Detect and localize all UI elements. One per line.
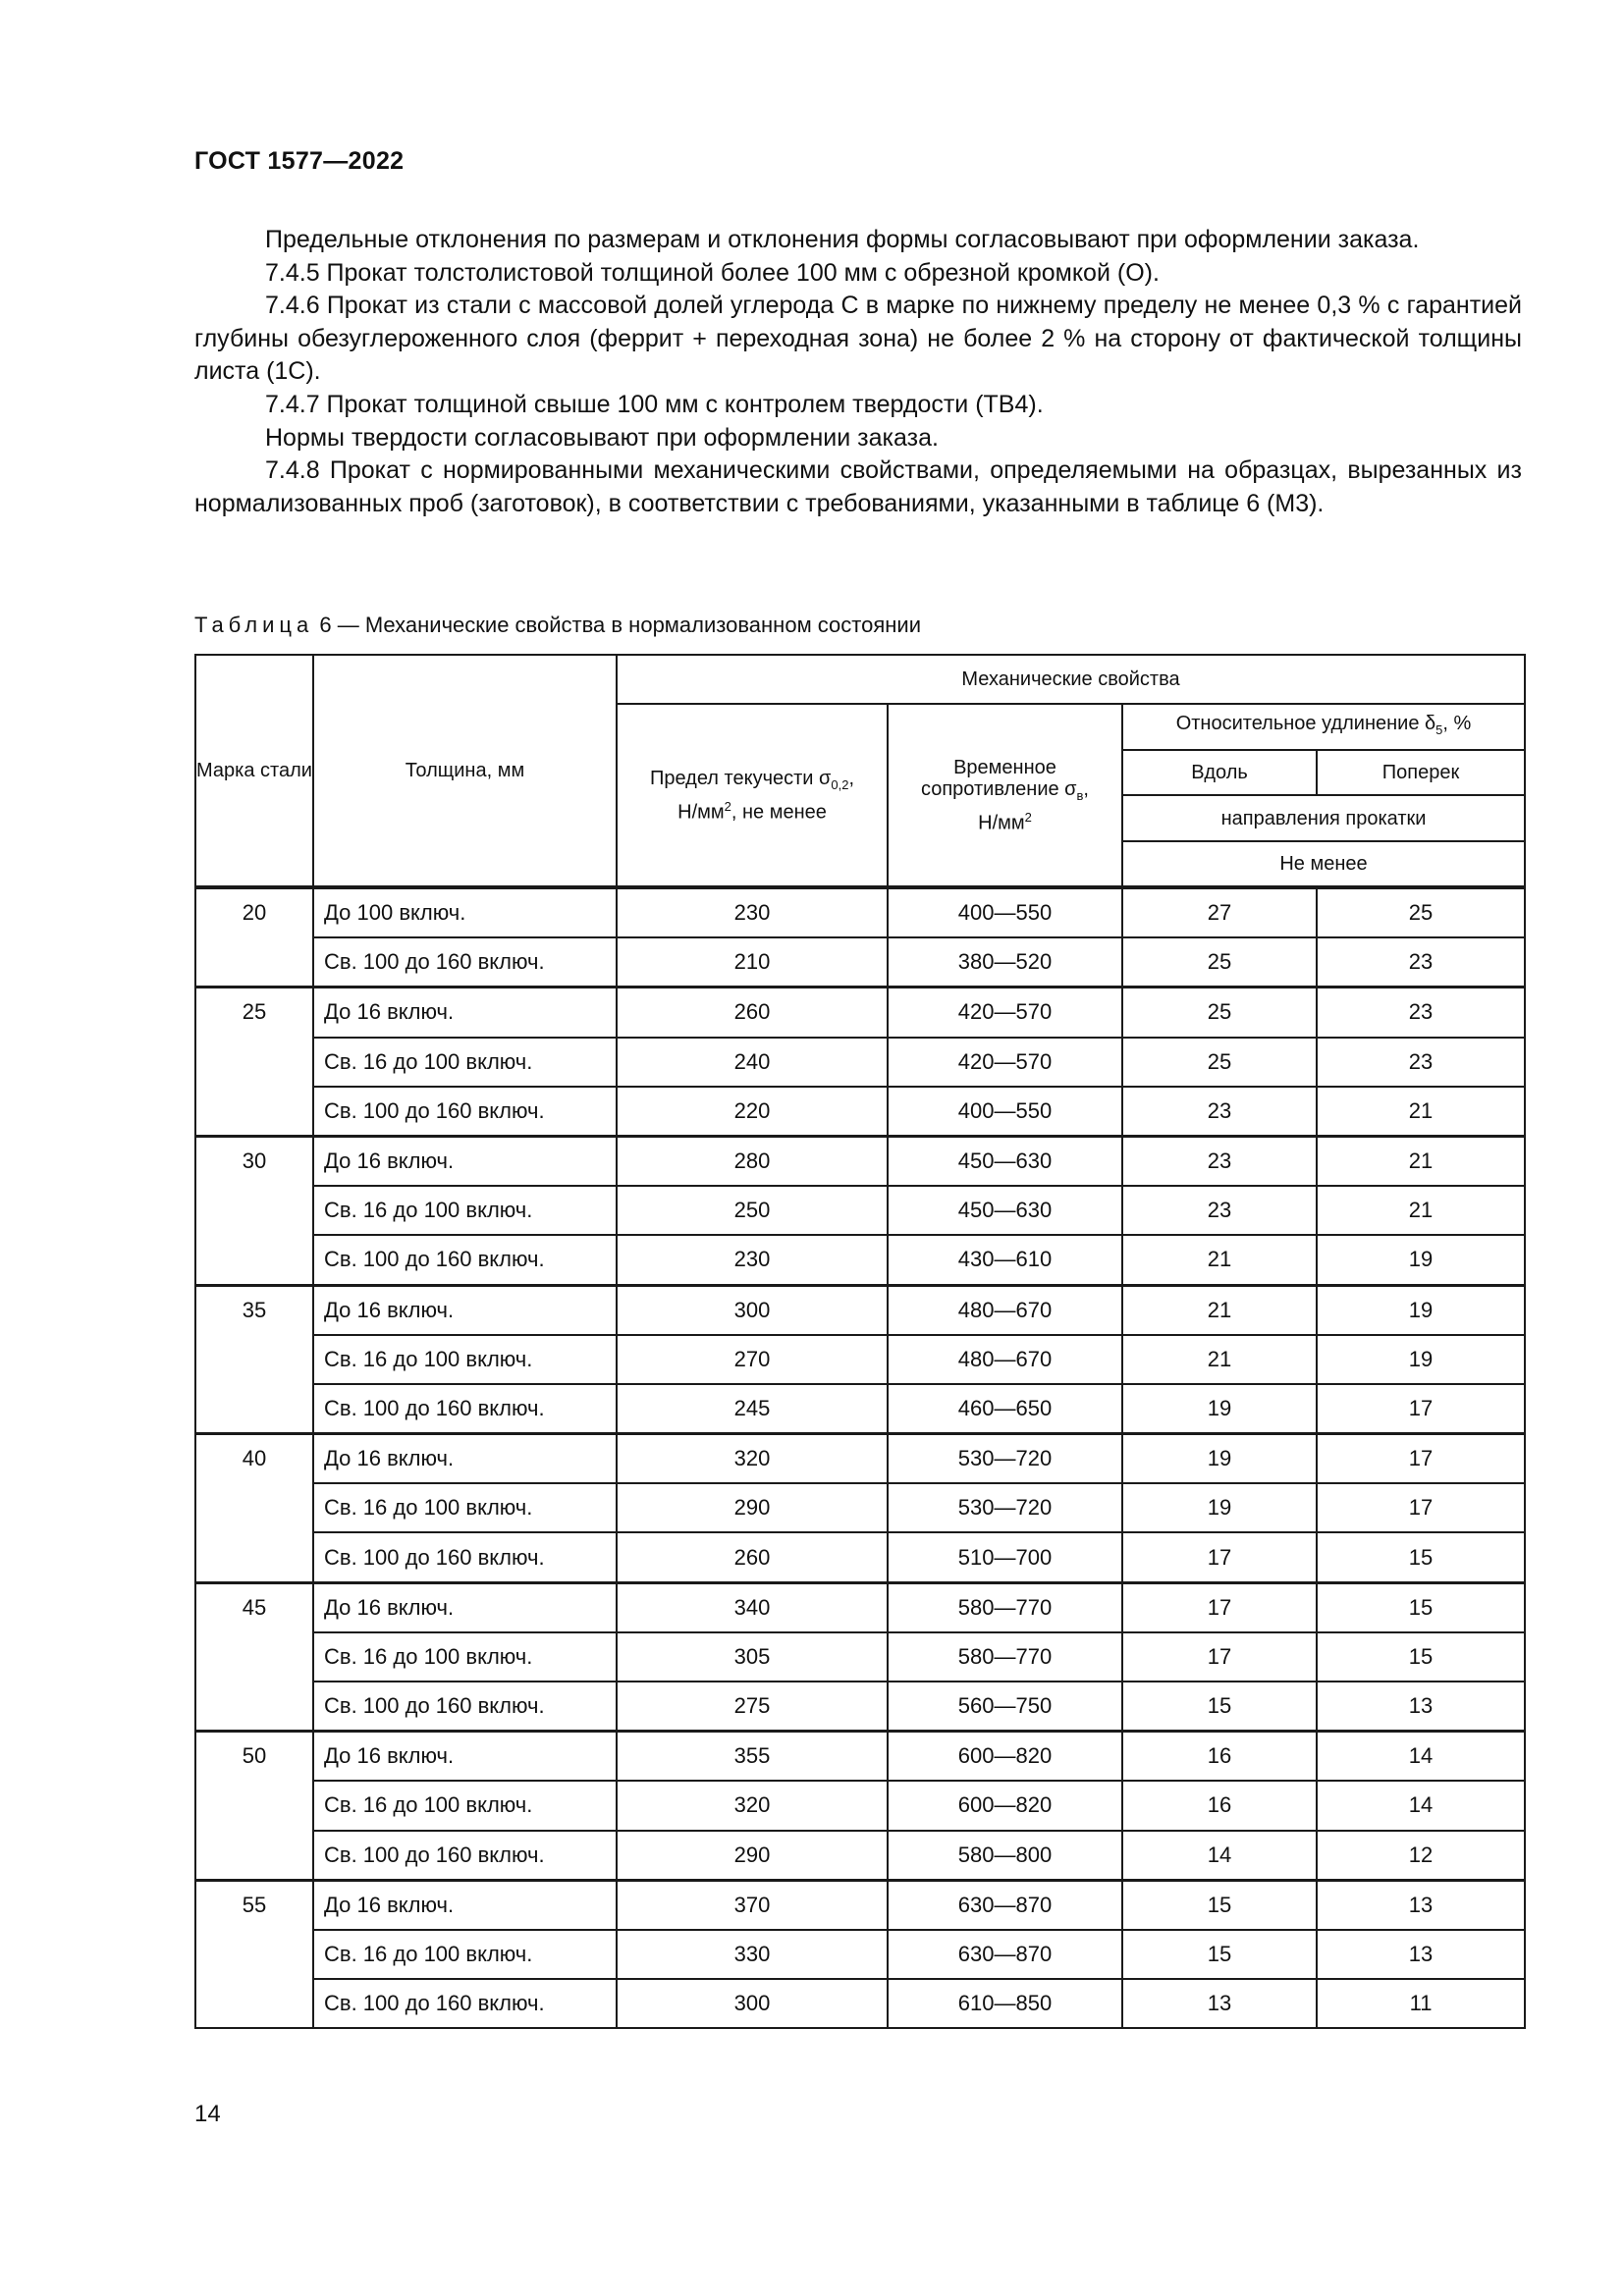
tensile-strength-cell: 530—720 bbox=[888, 1434, 1122, 1484]
tensile-strength-cell: 480—670 bbox=[888, 1335, 1122, 1384]
yield-strength-cell: 240 bbox=[617, 1038, 888, 1087]
elongation-across-cell: 25 bbox=[1317, 887, 1525, 937]
elongation-across-cell: 23 bbox=[1317, 988, 1525, 1038]
tensile-strength-cell: 580—800 bbox=[888, 1831, 1122, 1881]
steel-grade-cell: 25 bbox=[195, 988, 313, 1137]
header-grade: Марка стали bbox=[195, 655, 313, 887]
yield-tail: , не менее bbox=[731, 801, 827, 824]
elongation-along-cell: 19 bbox=[1122, 1384, 1317, 1434]
thickness-cell: Св. 16 до 100 включ. bbox=[313, 1781, 617, 1830]
yield-subscript: 0,2 bbox=[831, 776, 849, 792]
elongation-label: Относительное удлинение δ bbox=[1175, 713, 1436, 734]
elongation-along-cell: 21 bbox=[1122, 1335, 1317, 1384]
header-mechanical-properties: Механические свойства bbox=[617, 655, 1525, 704]
elongation-across-cell: 21 bbox=[1317, 1186, 1525, 1235]
thickness-cell: До 16 включ. bbox=[313, 1582, 617, 1632]
yield-strength-cell: 355 bbox=[617, 1732, 888, 1782]
thickness-cell: Св. 100 до 160 включ. bbox=[313, 1087, 617, 1137]
paragraph: 7.4.7 Прокат толщиной свыше 100 мм с контролем твердости (ТВ4). bbox=[265, 390, 1044, 418]
table-row bbox=[195, 1532, 1525, 1582]
elongation-unit: , % bbox=[1442, 713, 1472, 734]
elongation-along-cell: 16 bbox=[1122, 1781, 1317, 1830]
table-row bbox=[195, 1186, 1525, 1235]
yield-strength-cell: 220 bbox=[617, 1087, 888, 1137]
tensile-strength-cell: 600—820 bbox=[888, 1781, 1122, 1830]
thickness-cell: Св. 16 до 100 включ. bbox=[313, 1335, 617, 1384]
header-elongation bbox=[1122, 704, 1525, 750]
steel-grade-cell: 55 bbox=[195, 1880, 313, 2028]
yield-strength-cell: 340 bbox=[617, 1582, 888, 1632]
elongation-across-cell: 19 bbox=[1317, 1285, 1525, 1335]
thickness-cell: Св. 100 до 160 включ. bbox=[313, 1979, 617, 2028]
tensile-strength-cell: 420—570 bbox=[888, 1038, 1122, 1087]
elongation-along-cell: 14 bbox=[1122, 1831, 1317, 1881]
elongation-subscript: 5 bbox=[1435, 722, 1443, 737]
yield-strength-cell: 305 bbox=[617, 1632, 888, 1682]
elongation-along-cell: 21 bbox=[1122, 1285, 1317, 1335]
elongation-along-cell: 19 bbox=[1122, 1483, 1317, 1532]
table-row bbox=[195, 1632, 1525, 1682]
elongation-across-cell: 15 bbox=[1317, 1532, 1525, 1582]
elongation-across-cell: 23 bbox=[1317, 1038, 1525, 1087]
elongation-across-cell: 14 bbox=[1317, 1781, 1525, 1830]
yield-strength-cell: 210 bbox=[617, 937, 888, 988]
yield-strength-cell: 245 bbox=[617, 1384, 888, 1434]
paragraph: Нормы твердости согласовывают при оформлении заказа. bbox=[265, 423, 939, 452]
table-row bbox=[195, 1930, 1525, 1979]
elongation-across-cell: 15 bbox=[1317, 1632, 1525, 1682]
elongation-across-cell: 19 bbox=[1317, 1335, 1525, 1384]
elongation-along-cell: 25 bbox=[1122, 988, 1317, 1038]
elongation-across-cell: 13 bbox=[1317, 1930, 1525, 1979]
table-row bbox=[195, 1038, 1525, 1087]
elongation-along-cell: 16 bbox=[1122, 1732, 1317, 1782]
steel-grade-cell: 30 bbox=[195, 1136, 313, 1285]
header-rolling-direction: направления прокатки bbox=[1122, 795, 1525, 841]
table-body bbox=[195, 887, 1525, 2028]
steel-grade-cell: 40 bbox=[195, 1434, 313, 1583]
tensile-strength-cell: 610—850 bbox=[888, 1979, 1122, 2028]
tensile-strength-cell: 580—770 bbox=[888, 1582, 1122, 1632]
elongation-along-cell: 27 bbox=[1122, 887, 1317, 937]
steel-grade-cell: 45 bbox=[195, 1582, 313, 1732]
thickness-cell: Св. 100 до 160 включ. bbox=[313, 1682, 617, 1732]
tensile-strength-cell: 580—770 bbox=[888, 1632, 1122, 1682]
tensile-strength-cell: 510—700 bbox=[888, 1532, 1122, 1582]
elongation-across-cell: 21 bbox=[1317, 1136, 1525, 1186]
yield-strength-cell: 300 bbox=[617, 1979, 888, 2028]
header-tensile-strength: Временное сопротивление $\sigma_в$, $Н/мм^2$ bbox=[888, 704, 1122, 887]
table-row bbox=[195, 1285, 1525, 1335]
tensile-strength-cell: 430—610 bbox=[888, 1235, 1122, 1285]
thickness-cell: До 16 включ. bbox=[313, 988, 617, 1038]
thickness-cell: До 16 включ. bbox=[313, 1434, 617, 1484]
elongation-across-cell: 13 bbox=[1317, 1880, 1525, 1930]
table-row bbox=[195, 1880, 1525, 1930]
header-across: Поперек bbox=[1317, 750, 1525, 795]
yield-strength-cell: 280 bbox=[617, 1136, 888, 1186]
tensile-strength-cell: 380—520 bbox=[888, 937, 1122, 988]
thickness-cell: Св. 16 до 100 включ. bbox=[313, 1632, 617, 1682]
paragraph: 7.4.6 Прокат из стали с массовой долей углерода С в марке по нижнему пределу не менее 0,3 % с гарантией глубины обезуглероженного слоя (феррит + переходная зона) не более 2 % на сторону от фактической толщины листа (1С). bbox=[194, 292, 1522, 386]
thickness-cell: До 16 включ. bbox=[313, 1880, 617, 1930]
tensile-unit: Н/мм bbox=[978, 812, 1025, 834]
thickness-cell: До 16 включ. bbox=[313, 1732, 617, 1782]
yield-strength-cell: 260 bbox=[617, 1532, 888, 1582]
table-row bbox=[195, 1235, 1525, 1285]
table-row bbox=[195, 1732, 1525, 1782]
elongation-along-cell: 21 bbox=[1122, 1235, 1317, 1285]
page-number: 14 bbox=[194, 2101, 221, 2127]
elongation-along-cell: 23 bbox=[1122, 1087, 1317, 1137]
yield-strength-cell: 270 bbox=[617, 1335, 888, 1384]
thickness-cell: Св. 16 до 100 включ. bbox=[313, 1930, 617, 1979]
paragraph: 7.4.8 Прокат с нормированными механическими свойствами, определяемыми на образцах, вырезанных из нормализованных проб (заготовок), в соответствии с требованиями, указанными в таблице 6 (М3). bbox=[194, 456, 1522, 517]
table-caption-text: 6 — Механические свойства в нормализованном состоянии bbox=[313, 613, 921, 637]
elongation-across-cell: 23 bbox=[1317, 937, 1525, 988]
elongation-across-cell: 19 bbox=[1317, 1235, 1525, 1285]
tensile-subscript: в bbox=[1076, 787, 1084, 803]
steel-grade-cell: 35 bbox=[195, 1285, 313, 1434]
table-row bbox=[195, 1335, 1525, 1384]
yield-label: Предел текучести σ bbox=[650, 767, 832, 789]
tensile-strength-cell: 450—630 bbox=[888, 1136, 1122, 1186]
yield-unit: Н/мм bbox=[677, 801, 725, 824]
tensile-strength-cell: 400—550 bbox=[888, 1087, 1122, 1137]
elongation-along-cell: 23 bbox=[1122, 1136, 1317, 1186]
body-text bbox=[194, 224, 1522, 520]
elongation-along-cell: 15 bbox=[1122, 1880, 1317, 1930]
elongation-along-cell: 19 bbox=[1122, 1434, 1317, 1484]
table-row bbox=[195, 1384, 1525, 1434]
yield-strength-cell: 320 bbox=[617, 1434, 888, 1484]
yield-strength-cell: 330 bbox=[617, 1930, 888, 1979]
yield-strength-cell: 275 bbox=[617, 1682, 888, 1732]
elongation-along-cell: 13 bbox=[1122, 1979, 1317, 2028]
tensile-strength-cell: 450—630 bbox=[888, 1186, 1122, 1235]
table-row bbox=[195, 1582, 1525, 1632]
table-row bbox=[195, 1434, 1525, 1484]
elongation-along-cell: 17 bbox=[1122, 1582, 1317, 1632]
table-row bbox=[195, 1087, 1525, 1137]
table-caption-word: Таблица bbox=[194, 613, 314, 637]
tensile-strength-cell: 560—750 bbox=[888, 1682, 1122, 1732]
tensile-strength-cell: 630—870 bbox=[888, 1880, 1122, 1930]
table-row bbox=[195, 1781, 1525, 1830]
table-row bbox=[195, 1831, 1525, 1881]
table-row bbox=[195, 1979, 1525, 2028]
table-row bbox=[195, 937, 1525, 988]
elongation-along-cell: 15 bbox=[1122, 1682, 1317, 1732]
elongation-across-cell: 12 bbox=[1317, 1831, 1525, 1881]
elongation-along-cell: 17 bbox=[1122, 1632, 1317, 1682]
yield-strength-cell: 230 bbox=[617, 887, 888, 937]
header-yield-strength: Предел текучести $\sigma_{0,2}$, $Н/мм^2$, не менее bbox=[617, 704, 888, 887]
elongation-along-cell: 17 bbox=[1122, 1532, 1317, 1582]
thickness-cell: Св. 16 до 100 включ. bbox=[313, 1186, 617, 1235]
yield-strength-cell: 230 bbox=[617, 1235, 888, 1285]
thickness-cell: До 16 включ. bbox=[313, 1285, 617, 1335]
yield-strength-cell: 250 bbox=[617, 1186, 888, 1235]
thickness-cell: Св. 100 до 160 включ. bbox=[313, 1831, 617, 1881]
elongation-across-cell: 13 bbox=[1317, 1682, 1525, 1732]
header-thickness: Толщина, мм bbox=[313, 655, 617, 887]
thickness-cell: Св. 100 до 160 включ. bbox=[313, 1235, 617, 1285]
elongation-across-cell: 17 bbox=[1317, 1384, 1525, 1434]
elongation-across-cell: 11 bbox=[1317, 1979, 1525, 2028]
steel-grade-cell: 20 bbox=[195, 887, 313, 988]
document-header: ГОСТ 1577—2022 bbox=[194, 147, 405, 175]
yield-strength-cell: 320 bbox=[617, 1781, 888, 1830]
thickness-cell: До 16 включ. bbox=[313, 1136, 617, 1186]
thickness-cell: Св. 16 до 100 включ. bbox=[313, 1483, 617, 1532]
tensile-label: Временное сопротивление σ bbox=[921, 756, 1077, 800]
tensile-strength-cell: 600—820 bbox=[888, 1732, 1122, 1782]
yield-strength-cell: 290 bbox=[617, 1831, 888, 1881]
steel-grade-cell: 50 bbox=[195, 1732, 313, 1881]
tensile-strength-cell: 460—650 bbox=[888, 1384, 1122, 1434]
yield-strength-cell: 300 bbox=[617, 1285, 888, 1335]
elongation-across-cell: 14 bbox=[1317, 1732, 1525, 1782]
mechanical-properties-table bbox=[194, 654, 1526, 2029]
thickness-cell: Св. 100 до 160 включ. bbox=[313, 1384, 617, 1434]
paragraph: 7.4.5 Прокат толстолистовой толщиной более 100 мм с обрезной кромкой (О). bbox=[265, 258, 1160, 287]
header-not-less: Не менее bbox=[1122, 841, 1525, 887]
yield-strength-cell: 370 bbox=[617, 1880, 888, 1930]
table-row bbox=[195, 988, 1525, 1038]
table-row bbox=[195, 887, 1525, 937]
tensile-superscript: 2 bbox=[1024, 809, 1032, 825]
yield-superscript: 2 bbox=[724, 798, 731, 814]
table-caption bbox=[194, 613, 921, 638]
elongation-across-cell: 17 bbox=[1317, 1483, 1525, 1532]
table-row bbox=[195, 1682, 1525, 1732]
thickness-cell: До 100 включ. bbox=[313, 887, 617, 937]
elongation-along-cell: 23 bbox=[1122, 1186, 1317, 1235]
elongation-along-cell: 25 bbox=[1122, 937, 1317, 988]
elongation-along-cell: 25 bbox=[1122, 1038, 1317, 1087]
elongation-across-cell: 21 bbox=[1317, 1087, 1525, 1137]
thickness-cell: Св. 100 до 160 включ. bbox=[313, 1532, 617, 1582]
tensile-strength-cell: 630—870 bbox=[888, 1930, 1122, 1979]
thickness-cell: Св. 16 до 100 включ. bbox=[313, 1038, 617, 1087]
elongation-across-cell: 17 bbox=[1317, 1434, 1525, 1484]
header-along: Вдоль bbox=[1122, 750, 1317, 795]
tensile-strength-cell: 530—720 bbox=[888, 1483, 1122, 1532]
yield-strength-cell: 290 bbox=[617, 1483, 888, 1532]
elongation-along-cell: 15 bbox=[1122, 1930, 1317, 1979]
table-row bbox=[195, 1483, 1525, 1532]
tensile-strength-cell: 420—570 bbox=[888, 988, 1122, 1038]
paragraph: Предельные отклонения по размерам и отклонения формы согласовывают при оформлении заказа. bbox=[265, 226, 1420, 253]
thickness-cell: Св. 100 до 160 включ. bbox=[313, 937, 617, 988]
elongation-across-cell: 15 bbox=[1317, 1582, 1525, 1632]
tensile-strength-cell: 400—550 bbox=[888, 887, 1122, 937]
tensile-strength-cell: 480—670 bbox=[888, 1285, 1122, 1335]
table-row bbox=[195, 1136, 1525, 1186]
yield-strength-cell: 260 bbox=[617, 988, 888, 1038]
